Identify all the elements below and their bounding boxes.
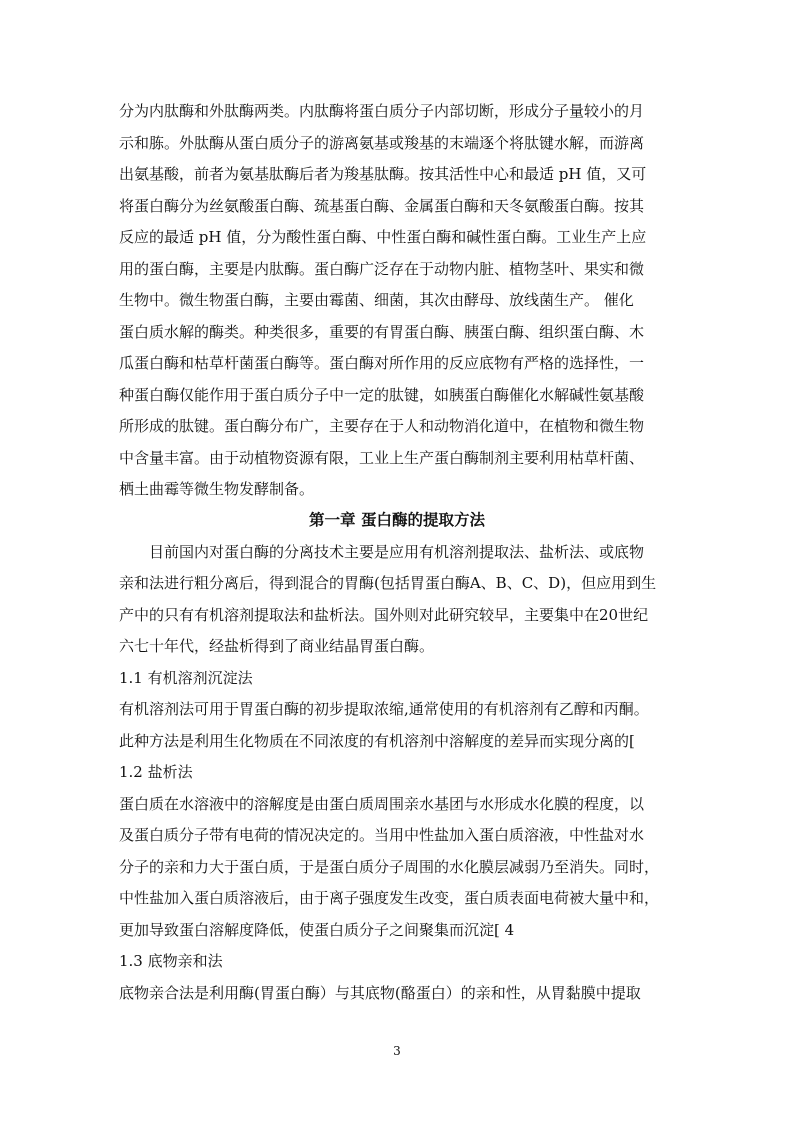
text-line: 将蛋白酶分为丝氨酸蛋白酶、巯基蛋白酶、金属蛋白酶和天冬氨酸蛋白酶。按其 (119, 197, 645, 215)
text-line: 分为内肽酶和外肽酶两类。内肽酶将蛋白质分子内部切断，形成分子量较小的月 (119, 102, 645, 120)
section-heading: 1.1 有机溶剂沉淀法 (119, 669, 253, 687)
text-line: 蛋白质在水溶液中的溶解度是由蛋白质周围亲水基团与水形成水化膜的程度，以 (119, 795, 645, 813)
text-line: 种蛋白酶仅能作用于蛋白质分子中一定的肽键，如胰蛋白酶催化水解碱性氨基酸 (119, 386, 645, 404)
text-line: 产中的只有有机溶剂提取法和盐析法。国外则对此研究较早，主要集中在20世纪 (119, 606, 649, 624)
text-line: 生物中。微生物蛋白酶，主要由霉菌、细菌，其次由酵母、放线菌生产。 催化 (119, 291, 634, 309)
text-line: 用的蛋白酶，主要是内肽酶。蛋白酶广泛存在于动物内脏、植物茎叶、果实和微 (119, 260, 645, 278)
text-line: 有机溶剂法可用于胃蛋白酶的初步提取浓缩,通常使用的有机溶剂有乙醇和丙酮。 (119, 700, 649, 718)
page-number: 3 (393, 1044, 401, 1058)
text-line: 目前国内对蛋白酶的分离技术主要是应用有机溶剂提取法、盐析法、或底物 (149, 543, 645, 561)
text-line: 中性盐加入蛋白质溶液后，由于离子强度发生改变，蛋白质表面电荷被大量中和， (119, 889, 660, 907)
text-line: 及蛋白质分子带有电荷的情况决定的。当用中性盐加入蛋白质溶液，中性盐对水 (119, 826, 645, 844)
section-heading: 1.3 底物亲和法 (119, 952, 223, 970)
text-line: 瓜蛋白酶和枯草杆菌蛋白酶等。蛋白酶对所作用的反应底物有严格的选择性，一 (119, 354, 645, 372)
text-line: 分子的亲和力大于蛋白质，于是蛋白质分子周围的水化膜层减弱乃至消失。同时， (119, 858, 660, 876)
text-line: 蛋白质水解的酶类。种类很多，重要的有胃蛋白酶、胰蛋白酶、组织蛋白酶、木 (119, 323, 645, 341)
text-line: 出氨基酸，前者为氨基肽酶后者为羧基肽酶。按其活性中心和最适 pH 值，又可 (119, 165, 647, 183)
text-line: 更加导致蛋白溶解度降低，使蛋白质分子之间聚集而沉淀[ 4 (119, 921, 515, 939)
text-line: 六七十年代，经盐析得到了商业结晶胃蛋白酶。 (119, 637, 435, 655)
text-line: 反应的最适 pH 值，分为酸性蛋白酶、中性蛋白酶和碱性蛋白酶。工业生产上应 (119, 228, 647, 246)
section-heading: 1.2 盐析法 (119, 763, 193, 781)
text-line: 中含量丰富。由于动植物资源有限，工业上生产蛋白酶制剂主要利用枯草杆菌、 (119, 449, 645, 467)
text-line: 所形成的肽键。蛋白酶分布广，主要存在于人和动物消化道中，在植物和微生物 (119, 417, 645, 435)
text-line: 此种方法是利用生化物质在不同浓度的有机溶剂中溶解度的差异而实现分离的[ (119, 732, 635, 750)
text-line: 示和胨。外肽酶从蛋白质分子的游离氨基或羧基的末端逐个将肽键水解，而游离 (119, 134, 645, 152)
text-line: 亲和法进行粗分离后，得到混合的胃酶(包括胃蛋白酶A、B、C、D)，但应用到生 (119, 574, 657, 592)
chapter-title: 第一章 蛋白酶的提取方法 (309, 510, 485, 529)
text-line: 底物亲合法是利用酶(胃蛋白酶）与其底物(酪蛋白）的亲和性，从胃黏膜中提取 (119, 984, 641, 1002)
text-line: 栖土曲霉等微生物发酵制备。 (119, 480, 315, 498)
